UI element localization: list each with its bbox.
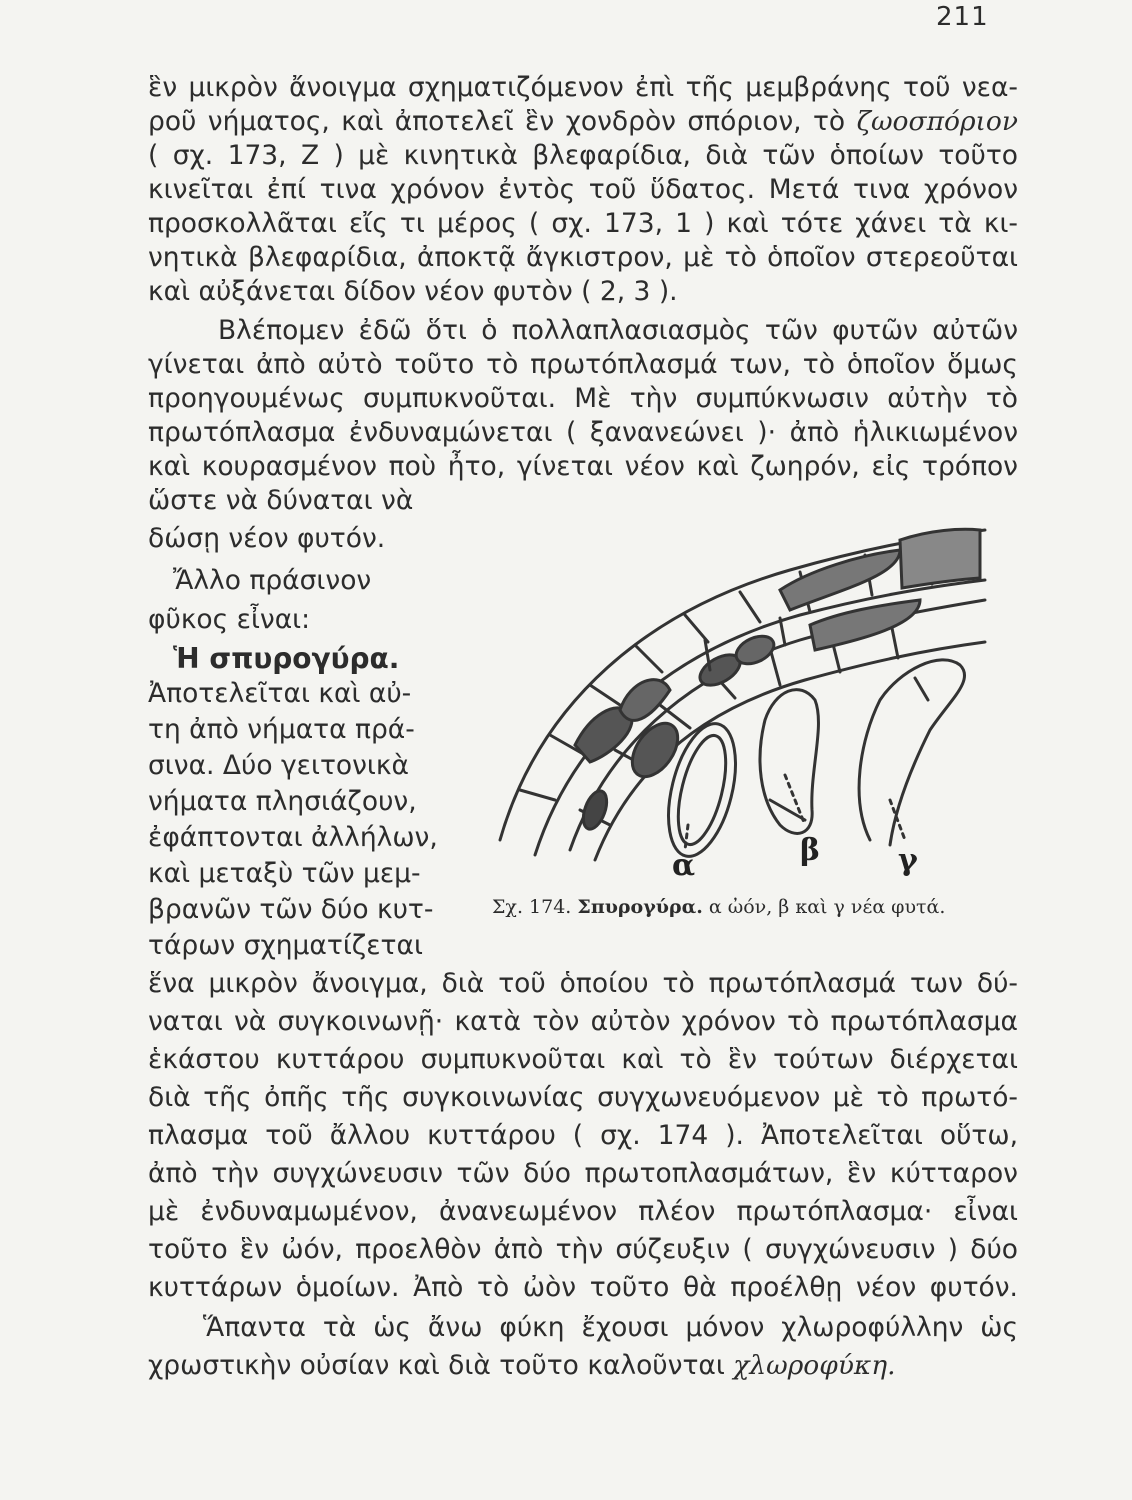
text-line: Ἀποτελεῖται καὶ αὐ- [148,678,412,709]
text-line: φῦκος εἶναι: [148,604,311,635]
text-line: ἐφάπτονται ἀλλήλων, [148,822,438,853]
text-line: Βλέπομεν ἐδῶ ὅτι ὁ πολλαπλασιασμὸς τῶν φυτῶν αὐτῶν [218,315,1018,346]
text-line: κινεῖται ἐπί τινα χρόνον ἐντὸς τοῦ ὕδατος. Μετά τινα χρόνον [148,174,1018,205]
text-line: σινα. Δύο γειτονικὰ [148,750,409,781]
text-line: κυττάρων ὁμοίων. Ἀπὸ τὸ ὠὸν τοῦτο θὰ προέλθῃ νέον φυτόν. [148,1272,1018,1303]
text-line: ὥστε νὰ δύναται νὰ [148,485,414,516]
text-line: καὶ αὐξάνεται δίδον νέον φυτὸν ( 2, 3 ). [148,276,678,307]
text-line: νητικὰ βλεφαρίδια, ἀποκτᾷ ἄγκιστρον, μὲ τὸ ὁποῖον στερεοῦται [148,242,1018,273]
text-line: ἓν μικρὸν ἄνοιγμα σχηματιζόμενον ἐπὶ τῆς μεμβράνης τοῦ νεα- [148,72,1018,103]
text-line: βρανῶν τῶν δύο κυτ- [148,894,434,925]
section-heading-spirogyra: Ἡ σπυρογύρα. [173,642,400,675]
text-line: ροῦ νήματος, καὶ ἀποτελεῖ ἓν χονδρὸν σπόριον, τὸ ζωοσπόριον [148,106,1018,137]
text-line: τη ἀπὸ νήματα πρά- [148,714,415,745]
text-line: γίνεται ἀπὸ αὐτὸ τοῦτο τὸ πρωτόπλασμά των, τὸ ὁποῖον ὅμως [148,349,1018,380]
text-line: ναται νὰ συγκοινωνῇ· κατὰ τὸν αὐτὸν χρόνον τὸ πρωτόπλασμα [148,1006,1018,1037]
text-line: καὶ μεταξὺ τῶν μεμ- [148,858,421,889]
text-line: ἀπὸ τὴν συγχώνευσιν τῶν δύο πρωτοπλασμάτων, ἓν κύτταρον [148,1158,1018,1189]
text-line: ( σχ. 173, Ζ ) μὲ κινητικὰ βλεφαρίδια, διὰ τῶν ὁποίων τοῦτο [148,140,1018,171]
text-line: ἕνα μικρὸν ἄνοιγμα, διὰ τοῦ ὁποίου τὸ πρωτόπλασμά των δύ- [148,968,1018,999]
text-line: προσκολλᾶται εἴς τι μέρος ( σχ. 173, 1 ) καὶ τότε χάνει τὰ κι- [148,208,1018,239]
term-chlorophyki: χλωροφύκη. [733,1350,896,1381]
term-zoosporion: ζωοσπόριον [856,106,1018,137]
figure-label-beta: β [800,833,820,868]
text-line: νήματα πλησιάζουν, [148,786,417,817]
text-line: Ἄλλο πράσινον [173,565,372,596]
text-line: χρωστικὴν οὐσίαν καὶ διὰ τοῦτο καλοῦνται χλωροφύκη. [148,1350,896,1381]
text-line: δώσῃ νέον φυτόν. [148,523,386,554]
figure-label-gamma: γ [898,843,918,878]
text-line: τάρων σχηματίζεται [148,930,423,961]
text-line: διὰ τῆς ὀπῆς τῆς συγκοινωνίας συγχωνευόμενον μὲ τὸ πρωτό- [148,1082,1018,1113]
figure-label-alpha: α [672,848,696,883]
text-line: Ἅπαντα τὰ ὡς ἄνω φύκη ἔχουσι μόνον χλωροφύλλην ὡς [203,1312,1018,1343]
figure-caption: Σχ. 174. Σπυρογύρα. α ὠόν, β καὶ γ νέα φυτά. [492,896,946,918]
spirogyra-figure [480,500,1020,890]
text-line: τοῦτο ἓν ὠόν, προελθὸν ἀπὸ τὴν σύζευξιν ( συγχώνευσιν ) δύο [148,1234,1018,1265]
text-line: μὲ ἐνδυναμωμένον, ἀνανεωμένον πλέον πρωτόπλασμα· εἶναι [148,1196,1018,1227]
text-line: πλασμα τοῦ ἄλλου κυττάρου ( σχ. 174 ). Ἀποτελεῖται οὕτω, [148,1120,1018,1151]
text-line: πρωτόπλασμα ἐνδυναμώνεται ( ξανανεώνει )· ἀπὸ ἡλικιωμένον [148,417,1018,448]
text-line: ἑκάστου κυττάρου συμπυκνοῦται καὶ τὸ ἓν τούτων διέρχεται [148,1044,1018,1075]
text-line: καὶ κουρασμένον ποὺ ἦτο, γίνεται νέον καὶ ζωηρόν, εἰς τρόπον [148,451,1018,482]
text-line: προηγουμένως συμπυκνοῦται. Μὲ τὴν συμπύκνωσιν αὐτὴν τὸ [148,383,1018,414]
page-number: 211 [936,2,989,32]
